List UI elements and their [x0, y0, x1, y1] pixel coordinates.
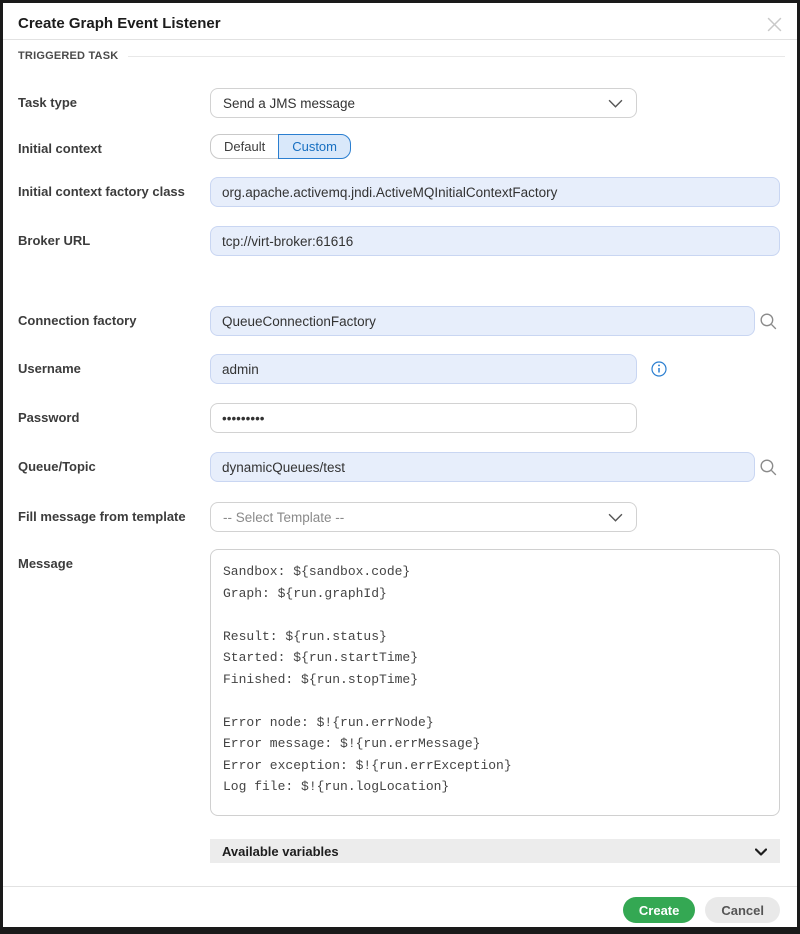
broker-url-label: Broker URL: [18, 233, 91, 248]
create-button[interactable]: Create: [623, 897, 695, 923]
close-icon[interactable]: [764, 14, 784, 34]
message-row: [3, 549, 797, 816]
connection-factory-input[interactable]: [210, 306, 755, 336]
broker-url-row: [3, 226, 797, 256]
available-variables-row: [3, 839, 797, 863]
initial-context-row: [3, 134, 797, 159]
task-type-label: Task type: [18, 95, 78, 110]
factory-class-label: Initial context factory class: [18, 184, 185, 199]
message-textarea[interactable]: [210, 549, 780, 816]
dialog-footer: [3, 887, 797, 923]
queue-topic-input[interactable]: [210, 452, 755, 482]
queue-topic-label: Queue/Topic: [18, 459, 96, 474]
template-placeholder: -- Select Template --: [223, 509, 345, 525]
task-type-value: Send a JMS message: [223, 95, 356, 111]
search-icon[interactable]: [758, 457, 779, 478]
template-row: [3, 502, 797, 532]
task-type-row: [3, 88, 797, 118]
connection-factory-label: Connection factory: [18, 313, 137, 328]
initial-context-label: Initial context: [18, 141, 102, 156]
factory-class-input[interactable]: [210, 177, 780, 207]
info-icon[interactable]: [651, 361, 667, 377]
task-type-select[interactable]: [210, 88, 637, 118]
queue-topic-row: [3, 452, 797, 482]
dialog-header: [3, 3, 797, 40]
section-triggered-task: [3, 40, 797, 64]
dialog-title: Create Graph Event Listener: [18, 15, 221, 32]
available-variables-toggle[interactable]: [210, 839, 780, 863]
password-input[interactable]: [210, 403, 637, 433]
password-label: Password: [18, 410, 80, 425]
section-title: TRIGGERED TASK: [18, 50, 119, 62]
message-label: Message: [18, 556, 73, 571]
template-label: Fill message from template: [18, 509, 186, 524]
initial-context-segmented-control: [210, 134, 351, 159]
factory-class-row: [3, 177, 797, 207]
section-divider: [128, 56, 785, 57]
username-label: Username: [18, 361, 81, 376]
search-icon[interactable]: [758, 311, 779, 332]
template-select[interactable]: [210, 502, 637, 532]
available-variables-label: Available variables: [222, 843, 339, 859]
password-row: [3, 403, 797, 433]
chevron-down-icon: [608, 510, 623, 525]
cancel-button[interactable]: Cancel: [705, 897, 780, 923]
broker-url-input[interactable]: [210, 226, 780, 256]
connection-factory-row: [3, 306, 797, 336]
initial-context-default-button[interactable]: Default: [210, 134, 279, 159]
initial-context-custom-button[interactable]: Custom: [278, 134, 351, 159]
chevron-down-icon: [608, 96, 623, 111]
username-input[interactable]: [210, 354, 637, 384]
username-row: [3, 354, 797, 384]
chevron-down-icon: [755, 844, 767, 859]
